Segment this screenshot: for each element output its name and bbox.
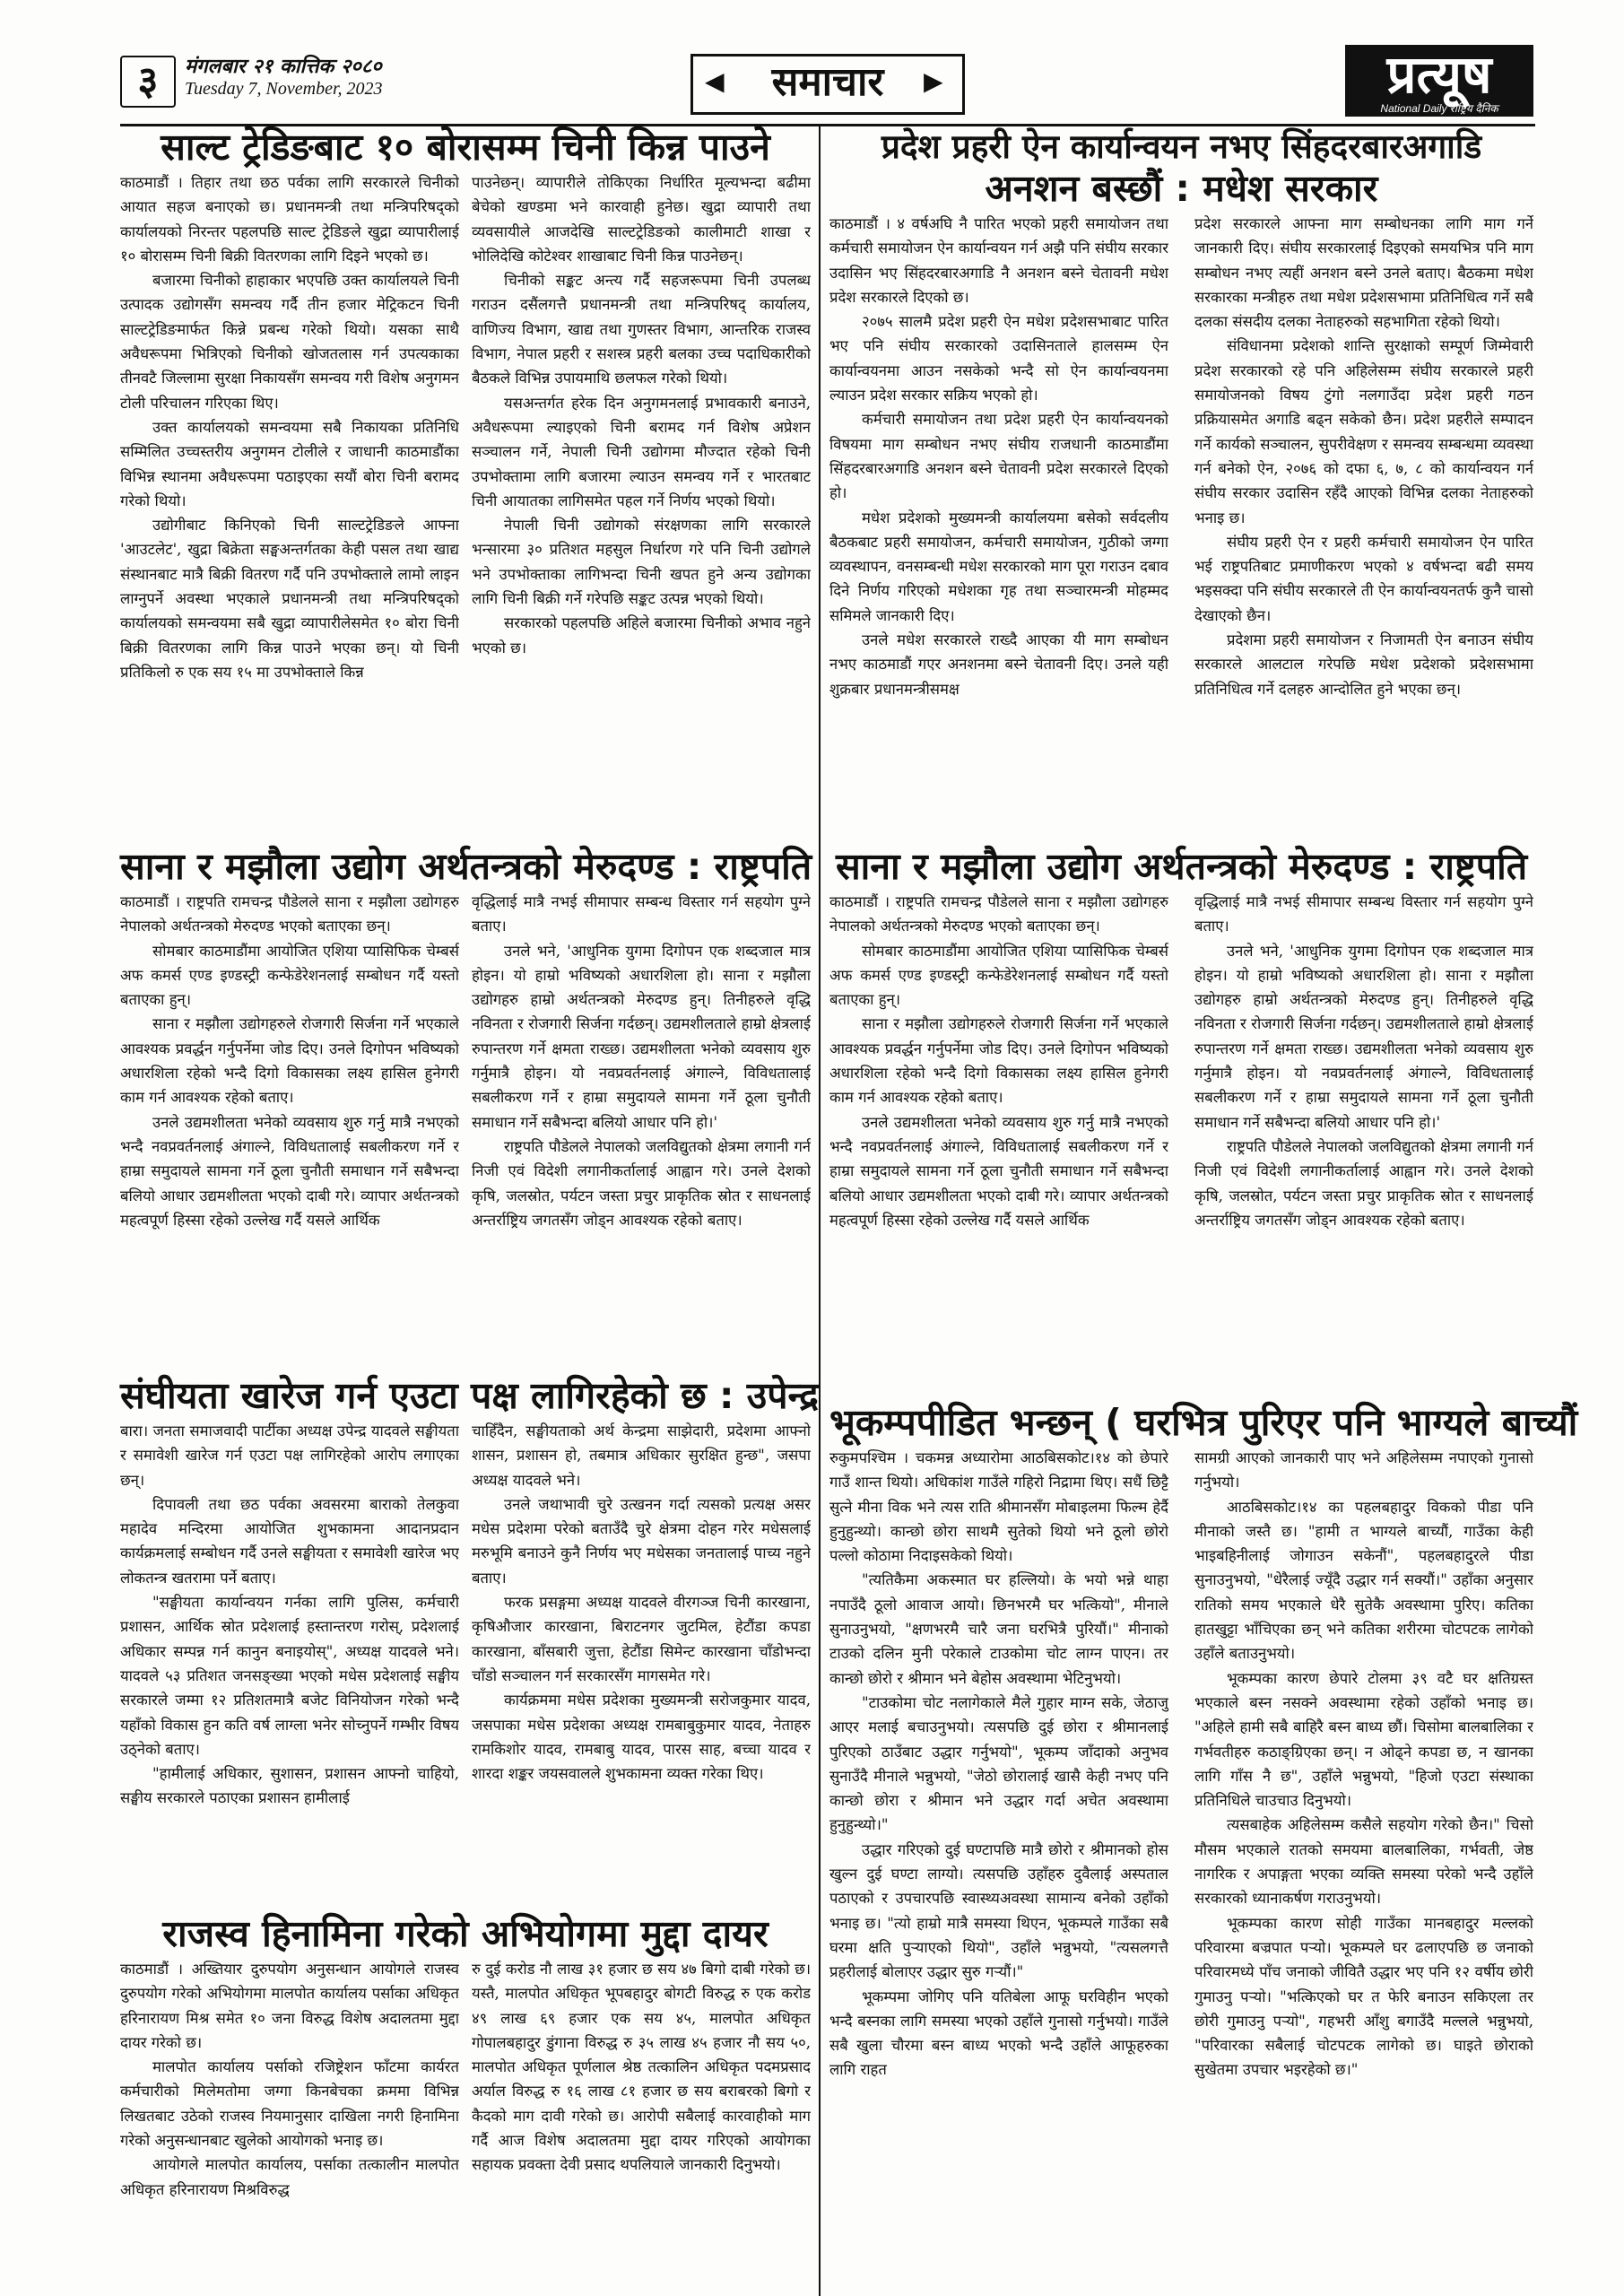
paragraph: मालपोत कार्यालय पर्साको रजिष्ट्रेशन फाँटमा कार्यरत कर्मचारीको मिलेमतोमा जग्गा किनबेचका क्रममा विभिन्न लिखतबाट उठेको राजस्व नियमानुसार दाखिला नगरी हिनामिना गरेको अनुसन्धानबाट खुलेको आयोगको भनाइ छ। bbox=[120, 2058, 459, 2150]
article-industry-left-col1 bbox=[120, 890, 459, 1374]
paragraph: वृद्धिलाई मात्रै नभई सीमापार सम्बन्ध विस्तार गर्न सहयोग पुग्ने बताए। bbox=[472, 893, 811, 935]
headline-sugar: साल्ट ट्रेडिङबाट १० बोरासम्म चिनी किन्न पाउने bbox=[161, 126, 770, 169]
paragraph: उनले जथाभावी चुरे उत्खनन गर्दा त्यसको प्रत्यक्ष असर मधेस प्रदेशमा परेको बताउँदै चुरे क्षेत्रमा दोहन गरेर मधेसलाई मरुभूमि बनाउने कुनै निर्णय भए मधेसका जनतालाई पाच्य नहुने बताए। bbox=[472, 1495, 811, 1587]
paragraph: कार्यक्रममा मधेस प्रदेशका मुख्यमन्त्री सरोजकुमार यादव, जसपाका मधेस प्रदेशका अध्यक्ष रामबाबुकुमार यादव, नेताहरु रामकिशोर यादव, रामबाबु यादव, पारस साह, बच्चा यादव र शारदा शङ्कर जयसवालले शुभकामना व्यक्त गरेका थिए। bbox=[472, 1692, 811, 1783]
headline-industry-right: साना र मझौला उद्योग अर्थतन्त्रको मेरुदण्ड : राष्ट्रपति bbox=[835, 845, 1528, 888]
arrow-left-icon: ◀ bbox=[705, 66, 725, 96]
paragraph: चिनीको सङ्कट अन्त्य गर्दै सहजरूपमा चिनी उपलब्ध गराउन दसैंलगत्तै प्रधानमन्त्री तथा मन्त्रिपरिषद् कार्यालय, वाणिज्य विभाग, खाद्य तथा गुणस्तर विभाग, आन्तरिक राजस्व विभाग, नेपाल प्रहरी र सशस्त्र प्रहरी बलका उच्च पदाधिकारीको बैठकले विभिन्न उपायमाथि छलफल गरेको थियो। bbox=[472, 272, 811, 387]
paragraph: दिपावली तथा छठ पर्वका अवसरमा बाराको तेलकुवा महादेव मन्दिरमा आयोजित शुभकामना आदानप्रदान कार्यक्रमलाई सम्बोधन गर्दै उनले सङ्घीयता र समावेशी खारेज भए लोकतन्त्र खतरामा पर्ने बताए। bbox=[120, 1495, 459, 1587]
article-industry-right-col2 bbox=[1194, 890, 1533, 1399]
newspaper-logo bbox=[1345, 45, 1533, 117]
paragraph: प्रदेशमा प्रहरी समायोजन र निजामती ऐन बनाउन संघीय सरकारले आलटाल गरेपछि मधेश प्रदेशको प्रदेशसभामा प्रतिनिधित्व गर्ने दलहरु आन्दोलित हुने भएका छन्। bbox=[1194, 631, 1533, 698]
paragraph: कर्मचारी समायोजन तथा प्रदेश प्रहरी ऐन कार्यान्वयनको विषयमा माग सम्बोधन नभए संघीय राजधानी काठमाडौंमा सिंहदरबारअगाडि अनशन बस्ने चेतावनी प्रदेश सरकारले दिएको हो। bbox=[829, 411, 1168, 502]
headline-industry-left: साना र मझौला उद्योग अर्थतन्त्रको मेरुदण्ड : राष्ट्रपति bbox=[120, 845, 812, 888]
paragraph: काठमाडौं । तिहार तथा छठ पर्वका लागि सरकारले चिनीको आयात सहज बनाएको छ। प्रधानमन्त्री तथा मन्त्रिपरिषद्को कार्यालयको निरन्तर पहलपछि साल्ट ट्रेडिङले खुद्रा व्यापारीलाई १० बोरासम्म चिनी बिक्री वितरणका लागि दिइने भएको छ। bbox=[120, 174, 459, 265]
date-english: Tuesday 7, November, 2023 bbox=[185, 79, 383, 99]
paragraph: बारा। जनता समाजवादी पार्टीका अध्यक्ष उपेन्द्र यादवले सङ्घीयता र समावेशी खारेज गर्न एउटा पक्ष लागिरहेको आरोप लगाएका छन्। bbox=[120, 1422, 459, 1489]
headline-federalism: संघीयता खारेज गर्न एउटा पक्ष लागिरहेको छ : उपेन्द्र bbox=[120, 1374, 819, 1417]
paragraph: संघीय प्रहरी ऐन र प्रहरी कर्मचारी समायोजन ऐन पारित भई राष्ट्रपतिबाट प्रमाणीकरण भएको ४ वर्षभन्दा बढी समय भइसक्दा पनि संघीय सरकारले ती ऐन कार्यान्वयनतर्फ कुनै चासो देखाएको छैन। bbox=[1194, 533, 1533, 624]
paragraph: "हामीलाई अधिकार, सुशासन, प्रशासन आफ्नो चाहियो, सङ्घीय सरकारले पठाएका प्रशासन हामीलाई bbox=[120, 1765, 459, 1807]
date-nepali: मंगलबार २१ कात्तिक २०८० bbox=[185, 55, 382, 78]
page-number: ३ bbox=[120, 56, 176, 108]
article-sugar-col2 bbox=[472, 170, 811, 843]
paragraph: यसअन्तर्गत हरेक दिन अनुगमनलाई प्रभावकारी बनाउने, अवैधरूपमा ल्याइएको चिनी बरामद गर्न विशेष अप्रेशन सञ्चालन गर्ने, नेपाली चिनी उद्योगमा मौज्दात रहेको चिनी उपभोक्तामा लागि बजारमा ल्याउन समन्वय गर्ने र भारतबाट चिनी आयातका लागिसमेत पहल गर्ने निर्णय भएको थियो। bbox=[472, 394, 811, 509]
logo-subtitle: National Daily राष्ट्रिय दैनिक bbox=[1380, 102, 1498, 115]
paragraph: उक्त कार्यालयको समन्वयमा सबै निकायका प्रतिनिधि सम्मिलित उच्चस्तरीय अनुगमन टोलीले र जाधानी काठमाडौंका विभिन्न स्थानमा अवैधरूपमा पठाइएका सयौं बोरा चिनी बरामद गरेको थियो। bbox=[120, 418, 459, 509]
paragraph: उनले उद्यमशीलता भनेको व्यवसाय शुरु गर्नु मात्रै नभएको भन्दै नवप्रवर्तनलाई अंगाल्ने, विविधतालाई सबलीकरण गर्ने र हाम्रा समुदायले सामना गर्ने ठूला चुनौती समाधान गर्ने सबैभन्दा बलियो आधार उद्यमशीलता भएको दाबी गरे। व्यापार अर्थतन्त्रको महत्वपूर्ण हिस्सा रहेको उल्लेख गर्दै यसले आर्थिक bbox=[120, 1113, 459, 1229]
paragraph: भूकम्पमा जोगिए पनि यतिबेला आफू घरविहीन भएको भन्दै बस्नका लागि समस्या भएको उहाँले गुनासो गर्नुभयो। गाउँले सबै खुला चौरमा बस्न बाध्य भएको भन्दै उहाँले आफूहरुका लागि राहत bbox=[829, 1987, 1168, 2079]
arrow-right-icon: ▶ bbox=[924, 66, 943, 96]
paragraph: उद्धार गरिएको दुई घण्टापछि मात्रै छोरो र श्रीमानको होस खुल्न दुई घण्टा लाग्यो। त्यसपछि उहाँहरु दुवैलाई अस्पताल पठाएको र उपचारपछि स्वास्थ्यअवस्था सामान्य बनेको उहाँको भनाइ छ। "त्यो हाम्रो मात्रै समस्या थिएन, भूकम्पले गाउँका सबै घरमा क्षति पुऱ्याएको थियो", उहाँले भन्नुभयो, "त्यसलगत्तै प्रहरीलाई बोलाएर उद्धार सुरु गऱ्यौं।" bbox=[829, 1840, 1168, 1981]
paragraph: बजारमा चिनीको हाहाकार भएपछि उक्त कार्यालयले चिनी उत्पादक उद्योगसँग समन्वय गर्दै तीन हजार मेट्रिकटन चिनी साल्टट्रेडिङमार्फत किन्ने प्रबन्ध गरेको थियो। यसका साथै अवैधरूपमा भित्रिएको चिनीको खोजतलास गर्न उपत्यकाका तीनवटै जिल्लामा सुरक्षा निकायसँग समन्वय गरी विशेष अनुगमन टोली परिचालन गरिएका थिए। bbox=[120, 272, 459, 412]
paragraph: साना र मझौला उद्योगहरुले रोजगारी सिर्जना गर्ने भएकाले आवश्यक प्रवर्द्धन गर्नुपर्नेमा जोड दिए। उनले दिगोपन भविष्यको अधारशिला रहेको भन्दै दिगो विकासका लक्ष्य हासिल हुनेगरी काम गर्न आवश्यक रहेको बताए। bbox=[829, 1015, 1168, 1107]
section-title: समाचार bbox=[690, 54, 965, 115]
paragraph: "टाउकोमा चोट नलागेकाले मैले गुहार माग्न सके, जेठाजु आएर मलाई बचाउनुभयो। त्यसपछि दुई छोरा र श्रीमानलाई पुरिएको ठाउँबाट उद्धार गर्नुभयो", भूकम्प जाँदाको अनुभव सुनाउँदै मीनाले भन्नुभयो, "जेठो छोरालाई खासै केही नभए पनि कान्छो छोरा र श्रीमान भने उद्धार गर्दा अचेत अवस्थामा हुनुहुन्थ्यो।" bbox=[829, 1693, 1168, 1834]
dateline bbox=[185, 54, 383, 100]
paragraph: उद्योगीबाट किनिएको चिनी साल्टट्रेडिङले आफ्ना 'आउटलेट', खुद्रा बिक्रेता सङ्घअन्तर्गतका केही पसल तथा खाद्य संस्थानबाट मात्रै बिक्री वितरण गर्दै पनि उपभोक्ताले लामो लाइन लाग्नुपर्ने अवस्था भएकाले प्रधानमन्त्री तथा मन्त्रिपरिषद्को कार्यालयको समन्वयमा सबै खुद्रा व्यापारीलेसमेत १० बोरा चिनी बिक्री वितरणका लागि किन्न पाउने भएका छन्। यो चिनी प्रतिकिलो रु एक सय १५ मा उपभोक्ताले किन्न bbox=[120, 517, 459, 681]
paragraph: फरक प्रसङ्गमा अध्यक्ष यादवले वीरगञ्ज चिनी कारखाना, कृषिऔजार कारखाना, बिराटनगर जुटमिल, हेटौंडा कपडा कारखाना, बाँसबारी जुत्ता, हेटौंडा सिमेन्ट कारखाना चाँडोभन्दा चाँडो सञ्चालन गर्न सरकारसँग मागसमेत गरे। bbox=[472, 1594, 811, 1684]
headline-earthquake: भूकम्पपीडित भन्छन् ( घरभित्र पुरिएर पनि भाग्यले बाच्यौं bbox=[829, 1401, 1578, 1444]
paragraph: काठमाडौं । राष्ट्रपति रामचन्द्र पौडेलले साना र मझौला उद्योगहरु नेपालको अर्थतन्त्रको मेरुदण्ड भएको बताएका छन्। bbox=[829, 893, 1168, 935]
paragraph: २०७५ सालमै प्रदेश प्रहरी ऐन मधेश प्रदेशसभाबाट पारित भए पनि संघीय सरकारको उदासिनताले हालसम्म ऐन कार्यान्वयनमा आउन नसकेको भन्दै सो ऐन कार्यान्वयनमा ल्याउन प्रदेश सरकार सक्रिय भएको हो। bbox=[829, 313, 1168, 404]
paragraph: रु दुई करोड नौ लाख ३१ हजार छ सय ४७ बिगो दाबी गरेको छ। यस्तै, मालपोत अधिकृत भूपबहादुर बोगटी विरुद्ध रु एक करोड ४९ लाख ६९ हजार एक सय ४५, मालपोत अधिकृत गोपालबहादुर डुंगाना विरुद्ध रु ३५ लाख ४५ हजार नौ सय ५०, मालपोत अधिकृत पूर्णलाल श्रेष्ठ तत्कालिन अधिकृत पदमप्रसाद अर्याल विरुद्ध रु १६ लाख ८१ हजार छ सय बराबरको बिगो र कैदको माग दावी गरेको छ। आरोपी सबैलाई कारवाहीको माग गर्दै आज विशेष अदालतमा मुद्दा दायर गरिएको आयोगका सहायक प्रवक्ता देवी प्रसाद थपलियाले जानकारी दिनुभयो। bbox=[472, 1961, 811, 2174]
column-divider bbox=[819, 126, 821, 2296]
paragraph: उनले मधेश सरकारले राख्दै आएका यी माग सम्बोधन नभए काठमाडौं गएर अनशनमा बस्ने चेतावनी दिए। उनले यही शुक्रबार प्रधानमन्त्रीसमक्ष bbox=[829, 631, 1168, 698]
article-police-col2 bbox=[1194, 212, 1533, 843]
article-revenue-col1 bbox=[120, 1957, 459, 2289]
paragraph: संविधानमा प्रदेशको शान्ति सुरक्षाको सम्पूर्ण जिम्मेवारी प्रदेश सरकारको रहे पनि अहिलेसम्म संघीय सरकारले प्रहरी समायोजनको विषय टुंगो नलगाउँदा प्रदेश प्रहरी गठन प्रक्रियासमेत अगाडि बढ्न सकेको छैन। प्रदेश प्रहरीले सम्पादन गर्ने कार्यको सञ्चालन, सुपरीवेक्षण र समन्वय सम्बन्धमा व्यवस्था गर्न बनेको ऐन, २०७६ को दफा ६, ७, ८ को कार्यान्वयन गर्न संघीय सरकार उदासिन रहँदै आएको विभिन्न दलका नेताहरुको भनाइ छ। bbox=[1194, 337, 1533, 526]
paragraph: काठमाडौं । अख्तियार दुरुपयोग अनुसन्धान आयोगले राजस्व दुरुपयोग गरेको अभियोगमा मालपोत कार्यालय पर्साका अधिकृत हरिनारायण मिश्र समेत १० जना विरुद्ध विशेष अदालतमा मुद्दा दायर गरेको छ। bbox=[120, 1961, 459, 2051]
paragraph: सोमबार काठमाडौंमा आयोजित एशिया प्यासिफिक चेम्बर्स अफ कमर्स एण्ड इण्डस्ट्री कन्फेडेरेशनलाई सम्बोधन गर्दै यस्तो बताएका हुन्। bbox=[120, 942, 459, 1009]
paragraph: "सङ्घीयता कार्यान्वयन गर्नका लागि पुलिस, कर्मचारी प्रशासन, आर्थिक स्रोत प्रदेशलाई हस्तान्तरण गरोस्, प्रदेशलाई अधिकार सम्पन्न गर्न कानुन बनाइयोस्", अध्यक्ष यादवले भने। यादवले ५३ प्रतिशत जनसङ्ख्या भएको मधेस प्रदेशलाई सङ्घीय सरकारले जम्मा १२ प्रतिशतमात्रै बजेट विनियोजन गरेको भन्दै यहाँको विकास हुन कति वर्ष लाग्ला भनेर सोच्नुपर्ने गम्भीर विषय उठ्नेको बताए। bbox=[120, 1594, 459, 1758]
paragraph: सोमबार काठमाडौंमा आयोजित एशिया प्यासिफिक चेम्बर्स अफ कमर्स एण्ड इण्डस्ट्री कन्फेडेरेशनलाई सम्बोधन गर्दै यस्तो बताएका हुन्। bbox=[829, 942, 1168, 1009]
paragraph: चाहिँदैन, सङ्घीयताको अर्थ केन्द्रमा साझेदारी, प्रदेशमा आफ्नो शासन, प्रशासन हो, तबमात्र अधिकार सुरक्षित हुन्छ", जसपा अध्यक्ष यादवले भने। bbox=[472, 1422, 811, 1489]
article-industry-left-col2 bbox=[472, 890, 811, 1374]
paragraph: भूकम्पका कारण छेपारे टोलमा ३९ वटै घर क्षतिग्रस्त भएकाले बस्न नसक्ने अवस्थामा रहेको उहाँको भनाइ छ। "अहिले हामी सबै बाहिरै बस्न बाध्य छौं। चिसोमा बालबालिका र गर्भवतीहरु कठाङ्ग्रिएका छन्। न ओढ्ने कपडा छ, न खानका लागि गाँस नै छ", उहाँले भन्नुभयो, "हिजो एउटा संस्थाका प्रतिनिधिले चाउचाउ दिनुभयो। bbox=[1194, 1669, 1533, 1810]
paragraph: राष्ट्रपति पौडेलले नेपालको जलविद्युतको क्षेत्रमा लगानी गर्न निजी एवं विदेशी लगानीकर्तालाई आह्वान गरे। उनले देशको कृषि, जलस्रोत, पर्यटन जस्ता प्रचुर प्राकृतिक स्रोत र साधनलाई अन्तर्राष्ट्रिय जगतसँग जोड्न आवश्यक रहेको बताए। bbox=[472, 1137, 811, 1229]
paragraph: त्यसबाहेक अहिलेसम्म कसैले सहयोग गरेको छैन।" चिसो मौसम भएकाले रातको समयमा बालबालिका, गर्भवती, जेष्ठ नागरिक र अपाङ्गता भएका व्यक्ति समस्या परेको भन्दै उहाँले सरकारको ध्यानाकर्षण गराउनुभयो। bbox=[1194, 1816, 1533, 1908]
article-police-col1 bbox=[829, 212, 1168, 843]
paragraph: प्रदेश सरकारले आफ्ना माग सम्बोधनका लागि माग गर्ने जानकारी दिए। संघीय सरकारलाई दिइएको समयभित्र पनि माग सम्बोधन नभए त्यहीं अनशन बस्ने उनले बताए। बैठकमा मधेश सरकारका मन्त्रीहरु तथा मधेश प्रदेशसभामा प्रतिनिधित्व गर्ने सबै दलका संसदीय दलका नेताहरुको सहभागिता रहेको थियो। bbox=[1194, 215, 1533, 331]
paragraph: नेपाली चिनी उद्योगको संरक्षणका लागि सरकारले भन्सारमा ३० प्रतिशत महसुल निर्धारण गरे पनि चिनी उद्योगले भने उपभोक्ताका लागिभन्दा चिनी खपत हुने अन्य उद्योगका लागि चिनी बिक्री गर्ने गरेपछि सङ्कट उत्पन्न भएको थियो। bbox=[472, 517, 811, 608]
paragraph: पाउनेछन्। व्यापारीले तोकिएका निर्धारित मूल्यभन्दा बढीमा बेचेको खण्डमा भने कारवाही हुनेछ। खुद्रा व्यापारी तथा व्यवसायीले आजदेखि साल्टट्रेडिङको कालीमाटी शाखा र भोलिदेखि कोटेश्वर शाखाबाट चिनी किन्न पाउनेछन्। bbox=[472, 174, 811, 265]
article-federalism-col1 bbox=[120, 1419, 459, 1910]
paragraph: रुकुमपश्चिम । चकमन्न अध्यारोमा आठबिसकोट।१४ को छेपारे गाउँ शान्त थियो। अधिकांश गाउँले गहिरो निद्रामा थिए। सधैं छिट्टै सुत्ने मीना विक भने त्यस राति श्रीमानसँग मोबाइलमा फिल्म हेर्दै हुनुहुन्थ्यो। कान्छो छोरा साथमै सुतेको थियो भने ठूलो छोरो पल्लो कोठामा निदाइसकेको थियो। bbox=[829, 1449, 1168, 1565]
paragraph: काठमाडौं । ४ वर्षअघि नै पारित भएको प्रहरी समायोजन तथा कर्मचारी समायोजन ऐन कार्यान्वयन गर्न अझै पनि संघीय सरकार उदासिन भए सिंहदरबारअगाडि नै अनशन बस्ने चेतावनी मधेश प्रदेश सरकारले दिएको छ। bbox=[829, 215, 1168, 306]
paragraph: मधेश प्रदेशको मुख्यमन्त्री कार्यालयमा बसेको सर्वदलीय बैठकबाट प्रहरी समायोजन, कर्मचारी समायोजन, गुठीको जग्गा व्यवस्थापन, वनसम्बन्धी मधेश सरकारको माग पूरा गराउन दबाव दिने निर्णय गरिएको मधेशका गृह तथा सञ्चारमन्त्री मोहम्मद समिमले जानकारी दिए। bbox=[829, 509, 1168, 624]
article-earthquake-col1 bbox=[829, 1446, 1168, 2289]
paragraph: सामग्री आएको जानकारी पाए भने अहिलेसम्म नपाएको गुनासो गर्नुभयो। bbox=[1194, 1449, 1533, 1492]
paragraph: साना र मझौला उद्योगहरुले रोजगारी सिर्जना गर्ने भएकाले आवश्यक प्रवर्द्धन गर्नुपर्नेमा जोड दिए। उनले दिगोपन भविष्यको अधारशिला रहेको भन्दै दिगो विकासका लक्ष्य हासिल हुनेगरी काम गर्न आवश्यक रहेको बताए। bbox=[120, 1015, 459, 1107]
paragraph: "त्यतिकैमा अकस्मात घर हल्लियो। के भयो भन्ने थाहा नपाउँदै ठूलो आवाज आयो। छिनभरमै घर भत्कियो", मीनाले सुनाउनुभयो, "क्षणभरमै चारै जना घरभित्रै पुरियौं।" मीनाको टाउको दलिन मुनी परेकाले टाउकोमा चोट लाग्न पाएन। तर कान्छो छोरो र श्रीमान भने बेहोस अवस्थामा भेटिनुभयो। bbox=[829, 1571, 1168, 1687]
paragraph: उनले भने, 'आधुनिक युगमा दिगोपन एक शब्दजाल मात्र होइन। यो हाम्रो भविष्यको अधारशिला हो। साना र मझौला उद्योगहरु हाम्रो अर्थतन्त्रको मेरुदण्ड हुन्। तिनीहरुले वृद्धि नविनता र रोजगारी सिर्जना गर्दछन्। उद्यमशीलताले हाम्रो क्षेत्रलाई रुपान्तरण गर्ने क्षमता राख्छ। उद्यमशीलता भनेको व्यवसाय शुरु गर्नुमात्रै होइन। यो नवप्रवर्तनलाई अंगाल्ने, विविधतालाई सबलीकरण गर्ने र हाम्रा समुदायले सामना गर्ने ठूला चुनौती समाधान गर्ने सबैभन्दा बलियो आधार पनि हो।' bbox=[1194, 942, 1533, 1131]
paragraph: वृद्धिलाई मात्रै नभई सीमापार सम्बन्ध विस्तार गर्न सहयोग पुग्ने बताए। bbox=[1194, 893, 1533, 935]
logo-text: प्रत्यूष bbox=[1386, 44, 1492, 105]
paragraph: काठमाडौं । राष्ट्रपति रामचन्द्र पौडेलले साना र मझौला उद्योगहरु नेपालको अर्थतन्त्रको मेरुदण्ड भएको बताएका छन्। bbox=[120, 893, 459, 935]
article-federalism-col2 bbox=[472, 1419, 811, 1910]
article-earthquake-col2 bbox=[1194, 1446, 1533, 2289]
article-industry-right-col1 bbox=[829, 890, 1168, 1399]
headline-revenue: राजस्व हिनामिना गरेको अभियोगमा मुद्दा दायर bbox=[162, 1912, 769, 1955]
article-revenue-col2 bbox=[472, 1957, 811, 2289]
paragraph: सरकारको पहलपछि अहिले बजारमा चिनीको अभाव नहुने भएको छ। bbox=[472, 614, 811, 657]
paragraph: आयोगले मालपोत कार्यालय, पर्साका तत्कालीन मालपोत अधिकृत हरिनारायण मिश्रविरुद्ध bbox=[120, 2156, 459, 2198]
paragraph: राष्ट्रपति पौडेलले नेपालको जलविद्युतको क्षेत्रमा लगानी गर्न निजी एवं विदेशी लगानीकर्तालाई आह्वान गरे। उनले देशको कृषि, जलस्रोत, पर्यटन जस्ता प्रचुर प्राकृतिक स्रोत र साधनलाई अन्तर्राष्ट्रिय जगतसँग जोड्न आवश्यक रहेको बताए। bbox=[1194, 1137, 1533, 1229]
headline-police-line2: अनशन बस्छौं : मधेश सरकार bbox=[985, 167, 1378, 210]
paragraph: उनले उद्यमशीलता भनेको व्यवसाय शुरु गर्नु मात्रै नभएको भन्दै नवप्रवर्तनलाई अंगाल्ने, विविधतालाई सबलीकरण गर्ने र हाम्रा समुदायले सामना गर्ने ठूला चुनौती समाधान गर्ने सबैभन्दा बलियो आधार उद्यमशीलता भएको दाबी गरे। व्यापार अर्थतन्त्रको महत्वपूर्ण हिस्सा रहेको उल्लेख गर्दै यसले आर्थिक bbox=[829, 1113, 1168, 1229]
paragraph: भूकम्पका कारण सोही गाउँका मानबहादुर मल्लको परिवारमा बज्रपात पऱ्यो। भूकम्पले घर ढलाएपछि छ जनाको परिवारमध्ये पाँच जनाको जीवितै उद्धार भए पनि १२ वर्षीय छोरी गुमाउनु पऱ्यो। "भत्किएको घर त फेरि बनाउन सकिएला तर छोरी गुमाउनु पऱ्यो", गहभरी आँशु बगाउँदै मल्लले भन्नुभयो, "परिवारका सबैलाई चोटपटक लागेको छ। घाइते छोराको सुखेतमा उपचार भइरहेको छ।" bbox=[1194, 1914, 1533, 2079]
paragraph: आठबिसकोट।१४ का पहलबहादुर विकको पीडा पनि मीनाको जस्तै छ। "हामी त भाग्यले बाच्यौं, गाउँका केही भाइबहिनीलाई जोगाउन सकेनौं", पहलबहादुरले पीडा सुनाउनुभयो, "धेरैलाई ज्यूँदै उद्धार गर्न सक्यौं।" उहाँका अनुसार रातिको समय भएकाले धेरै सुतेकै अवस्थामा पुरिए। कतिका हातखुट्टा भाँचिएका छन् भने कतिका शरीरमा चोटपटक लागेको उहाँले बताउनुभयो। bbox=[1194, 1498, 1533, 1663]
paragraph: उनले भने, 'आधुनिक युगमा दिगोपन एक शब्दजाल मात्र होइन। यो हाम्रो भविष्यको अधारशिला हो। साना र मझौला उद्योगहरु हाम्रो अर्थतन्त्रको मेरुदण्ड हुन्। तिनीहरुले वृद्धि नविनता र रोजगारी सिर्जना गर्दछन्। उद्यमशीलताले हाम्रो क्षेत्रलाई रुपान्तरण गर्ने क्षमता राख्छ। उद्यमशीलता भनेको व्यवसाय शुरु गर्नुमात्रै होइन। यो नवप्रवर्तनलाई अंगाल्ने, विविधतालाई सबलीकरण गर्ने र हाम्रा समुदायले सामना गर्ने ठूला चुनौती समाधान गर्ने सबैभन्दा बलियो आधार पनि हो।' bbox=[472, 942, 811, 1131]
article-sugar-col1 bbox=[120, 170, 459, 843]
headline-police-line1: प्रदेश प्रहरी ऐन कार्यान्वयन नभए सिंहदरबारअगाडि bbox=[881, 127, 1482, 166]
